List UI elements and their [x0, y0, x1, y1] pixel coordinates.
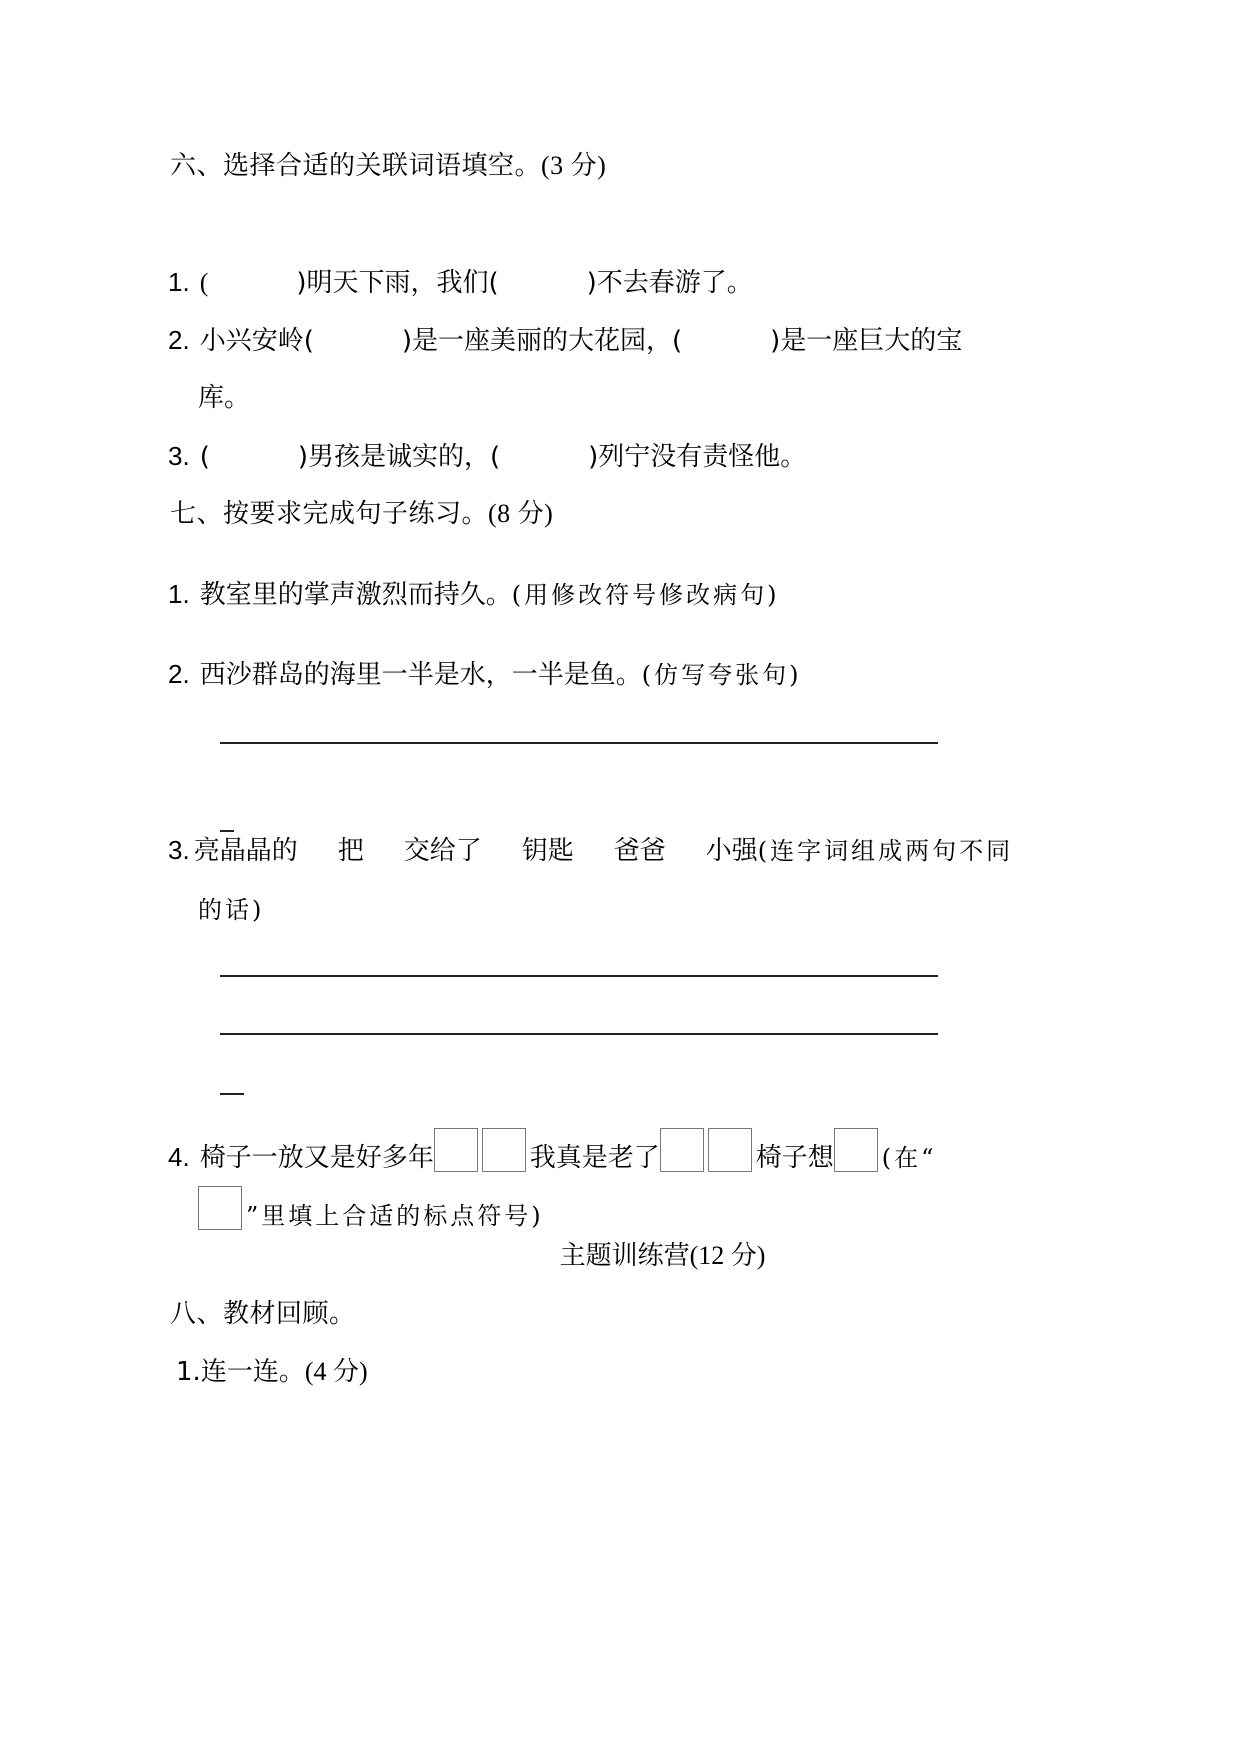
section-7-title: 七、按要求完成句子练习。: [170, 499, 489, 529]
question-number: 1.: [168, 267, 190, 297]
question-text: 椅子一放又是好多年: [199, 1143, 434, 1173]
question-number: 4.: [168, 1142, 190, 1172]
question-text: 连一连。: [200, 1357, 305, 1387]
word-card: 把: [337, 836, 364, 866]
question-hint: (用修改符号修改病句): [511, 581, 780, 609]
s7-question-1: [168, 578, 779, 611]
section-6-score: (3 分): [541, 151, 607, 180]
s6-question-2: [168, 324, 962, 357]
punctuation-box[interactable]: [708, 1128, 752, 1172]
s7-question-3: [168, 834, 1013, 867]
section-7-heading: [170, 498, 553, 530]
question-text: 我真是老了: [529, 1143, 660, 1173]
theme-score: (12 分): [689, 1241, 766, 1270]
word-card: 爸爸: [613, 836, 666, 866]
answer-line-tail: [220, 1093, 244, 1095]
question-number: 2.: [168, 659, 190, 689]
question-number: 1.: [168, 579, 190, 609]
question-text: )列宁没有责怪他。: [588, 442, 807, 472]
question-text: )明天下雨，我们(: [296, 268, 499, 298]
punctuation-box[interactable]: [482, 1128, 526, 1172]
question-text: )男孩是诚实的，(: [297, 442, 501, 472]
question-text: )不去春游了。: [586, 268, 753, 298]
punctuation-box[interactable]: [834, 1128, 878, 1172]
question-text: )是一座巨大的宝: [770, 326, 963, 356]
punctuation-box[interactable]: [434, 1128, 478, 1172]
answer-line[interactable]: [220, 975, 938, 977]
s6-question-1: [168, 266, 753, 299]
s7-question-4: [168, 1128, 936, 1174]
s7-question-4-continuation: [198, 1186, 544, 1232]
question-text: )是一座美丽的大花园，(: [401, 326, 683, 356]
word-card: 钥匙: [521, 836, 574, 866]
question-hint: (在“: [881, 1144, 937, 1172]
section-7-score: (8 分): [488, 499, 554, 528]
question-text: (: [199, 442, 210, 472]
punctuation-box[interactable]: [660, 1128, 704, 1172]
s7-question-2: [168, 658, 801, 691]
question-score: (4 分): [304, 1357, 368, 1386]
question-number: 3.: [168, 441, 190, 471]
word-card: 小强: [705, 836, 758, 866]
question-hint: (仿写夸张句): [641, 661, 802, 689]
s6-question-3: [168, 440, 806, 473]
question-hint: (连字词组成两句不同: [757, 837, 1014, 865]
question-number: 2.: [168, 325, 190, 355]
answer-line[interactable]: [220, 1033, 938, 1035]
example-box: [198, 1186, 242, 1230]
s7-question-3-continuation: 的话): [198, 896, 265, 924]
answer-line[interactable]: [220, 742, 938, 744]
question-text: 西沙群岛的海里一半是水，一半是鱼。: [199, 660, 642, 690]
word-card: 交给了: [403, 836, 482, 866]
s6-question-2-continuation: 库。: [198, 383, 251, 413]
theme-title-text: 主题训练营: [559, 1241, 690, 1271]
s8-question-1: [176, 1356, 368, 1388]
question-text: 教室里的掌声激烈而持久。: [199, 580, 512, 610]
answer-line-tail: [220, 830, 234, 832]
section-6-title: 六、选择合适的关联词语填空。: [170, 151, 542, 181]
section-6-heading: [170, 150, 606, 182]
theme-title: [0, 1240, 1241, 1272]
question-hint: ”里填上合适的标点符号): [246, 1202, 544, 1230]
section-8-heading: 八、教材回顾。: [170, 1299, 356, 1329]
question-text: 小兴安岭(: [199, 326, 314, 356]
word-card: 亮晶晶的: [193, 836, 298, 866]
question-text: 椅子想: [755, 1143, 834, 1173]
question-number: 1.: [176, 1357, 201, 1387]
question-number: 3.: [168, 835, 190, 865]
question-text: (: [199, 268, 209, 297]
